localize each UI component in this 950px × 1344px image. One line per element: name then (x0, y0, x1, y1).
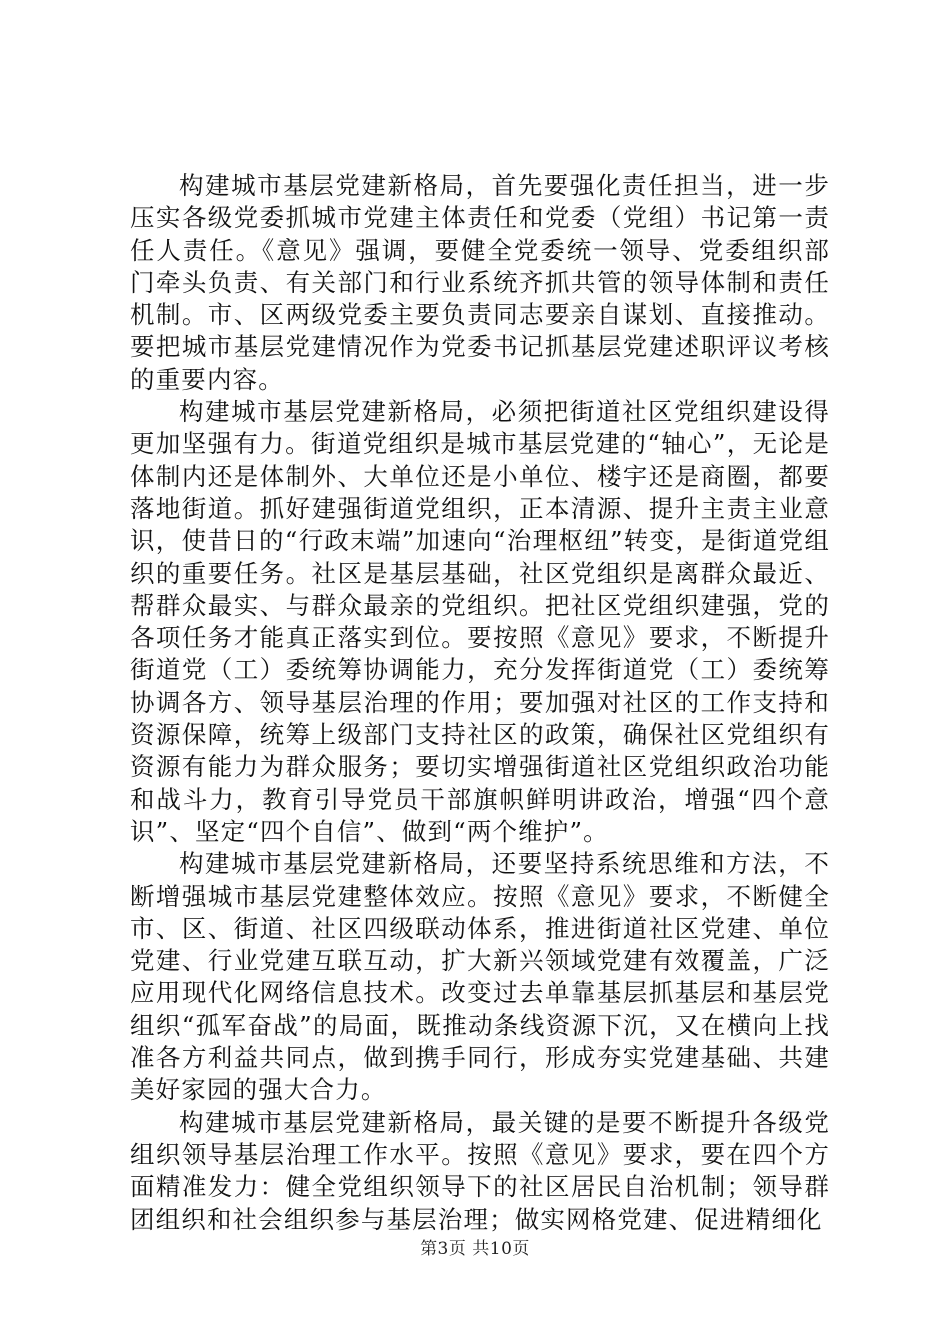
paragraph-system-thinking: 构建城市基层党建新格局，还要坚持系统思维和方法，不断增强城市基层党建整体效应。按照《意见》要求，不断健全市、区、街道、社区四级联动体系，推进街道社区党建、单位党建、行业党建互联互动，扩大新兴领域党建有效覆盖，广泛应用现代化网络信息技术。改变过去单靠基层抓基层和基层党组织“孤军奋战”的局面，既推动条线资源下沉，又在横向上找准各方利益共同点，做到携手同行，形成夯实党建基础、共建美好家园的强大合力。 (130, 849, 830, 1105)
document-body (130, 170, 830, 1236)
paragraph-street-community: 构建城市基层党建新格局，必须把街道社区党组织建设得更加坚强有力。街道党组织是城市基层党建的“轴心”，无论是体制内还是体制外、大单位还是小单位、楼宇还是商圈，都要落地街道。抓好建强街道党组织，正本清源、提升主责主业意识，使昔日的“行政末端”加速向“治理枢纽”转变，是街道党组织的重要任务。社区是基层基础，社区党组织是离群众最近、帮群众最实、与群众最亲的党组织。把社区党组织建强，党的各项任务才能真正落实到位。要按照《意见》要求，不断提升街道党（工）委统筹协调能力，充分发挥街道党（工）委统筹协调各方、领导基层治理的作用；要加强对社区的工作支持和资源保障，统筹上级部门支持社区的政策，确保社区党组织有资源有能力为群众服务；要切实增强街道社区党组织政治功能和战斗力，教育引导党员干部旗帜鲜明讲政治，增强“四个意识”、坚定“四个自信”、做到“两个维护”。 (130, 397, 830, 846)
paragraph-governance: 构建城市基层党建新格局，最关键的是要不断提升各级党组织领导基层治理工作水平。按照《意见》要求，要在四个方面精准发力：健全党组织领导下的社区居民自治机制；领导群团组织和社会组织参与基层治理；做实网格党建、促进精细化 (130, 1107, 830, 1234)
page-footer: 第3页 共10页 (420, 1239, 530, 1259)
paragraph-responsibility: 构建城市基层党建新格局，首先要强化责任担当，进一步压实各级党委抓城市党建主体责任和党委（党组）书记第一责任人责任。《意见》强调，要健全党委统一领导、党委组织部门牵头负责、有关部门和行业系统齐抓共管的领导体制和责任机制。市、区两级党委主要负责同志要亲自谋划、直接推动。要把城市基层党建情况作为党委书记抓基层党建述职评议考核的重要内容。 (130, 171, 830, 394)
